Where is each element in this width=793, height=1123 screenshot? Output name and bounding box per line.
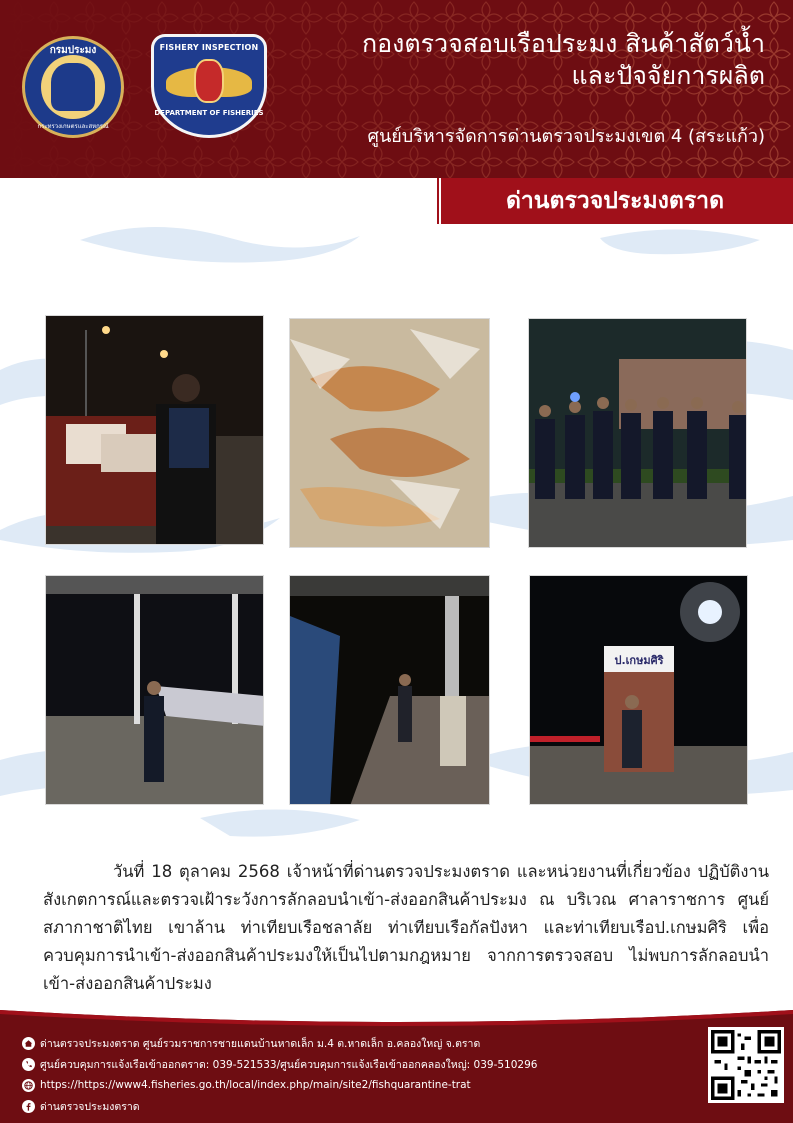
- photo-fish-in-ice: [289, 318, 490, 548]
- photo-officer-on-jetty: [289, 575, 490, 805]
- photo-officer-at-pier-boats: [45, 575, 264, 805]
- station-title: ด่านตรวจประมงตราด: [505, 188, 725, 214]
- header-title-line1: กองตรวจสอบเรือประมง สินค้าสัตว์น้ำ: [362, 29, 765, 58]
- globe-icon: [22, 1079, 35, 1092]
- home-icon: [22, 1037, 35, 1050]
- department-of-fisheries-logo: [22, 36, 124, 138]
- logo-left-top-text: กรมประมง: [49, 45, 97, 56]
- footer-address-row: [22, 1034, 480, 1052]
- photo-officer-at-gate: [529, 575, 748, 805]
- footer-facebook-row: [22, 1097, 140, 1115]
- fishery-inspection-logo: [151, 34, 267, 138]
- logo-right-top-text: FISHERY INSPECTION: [159, 43, 259, 52]
- header-subtitle: ศูนย์บริหารจัดการด่านตรวจประมงเขต 4 (สระแก้ว): [367, 126, 765, 147]
- report-body-text: [43, 858, 769, 998]
- logo-left-bottom-text: กระทรวงเกษตรและสหกรณ์: [37, 123, 109, 130]
- qr-code: [708, 1027, 784, 1103]
- footer-phone: ศูนย์ควบคุมการแจ้งเรือเข้าออกตราด: 039-521533/ศูนย์ควบคุมการแจ้งเรือเข้าออกคลองใหญ่: 039-510296: [40, 1058, 538, 1071]
- header-banner: [0, 0, 793, 178]
- footer-address: ด่านตรวจประมงตราด ศูนย์รวมราชการชายแดนบ้านหาดเล็ก ม.4 ต.หาดเล็ก อ.คลองใหญ่ จ.ตราด: [40, 1037, 481, 1050]
- footer-phone-row: [22, 1055, 537, 1073]
- photo-night-inspection-truck: [45, 315, 264, 545]
- footer-facebook-link[interactable]: ด่านตรวจประมงตราด: [40, 1100, 140, 1113]
- header-title-line2: และปัจจัยการผลิต: [571, 61, 765, 90]
- footer-website-row: [22, 1076, 471, 1094]
- logo-right-bottom-text: DEPARTMENT OF FISHERIES: [154, 109, 264, 117]
- footer: [0, 1010, 793, 1123]
- report-paragraph: วันที่ 18 ตุลาคม 2568 เจ้าหน้าที่ด่านตรวจประมงตราด และหน่วยงานที่เกี่ยวข้อง ปฏิบัติงานสังเกตการณ์และตรวจเฝ้าระวังการลักลอบนำเข้า-ส่งออกสินค้าประมง ณ บริเวณ ศาลาราชการ ศูนย์สภากาชาติไทย เขาล้าน ท่าเทียบเรือชลาลัย ท่าเทียบเรือกัลปังหา และท่าเทียบเรือป.เกษมศิริ เพื่อควบคุมการนำเข้า-ส่งออกสินค้าประมงให้เป็นไปตามกฎหมาย จากการตรวจสอบ ไม่พบการลักลอบนำเข้า-ส่งออกสินค้าประมง: [43, 862, 769, 993]
- photo-officers-group: [528, 318, 747, 548]
- footer-curve: [0, 1010, 793, 1030]
- phone-icon: [22, 1058, 35, 1071]
- footer-website-link[interactable]: https://https://www4.fisheries.go.th/local/index.php/main/site2/fishquarantine-trat: [40, 1079, 471, 1091]
- gate-sign-text: ป.เกษมศิริ: [614, 654, 664, 667]
- facebook-icon: [22, 1100, 35, 1113]
